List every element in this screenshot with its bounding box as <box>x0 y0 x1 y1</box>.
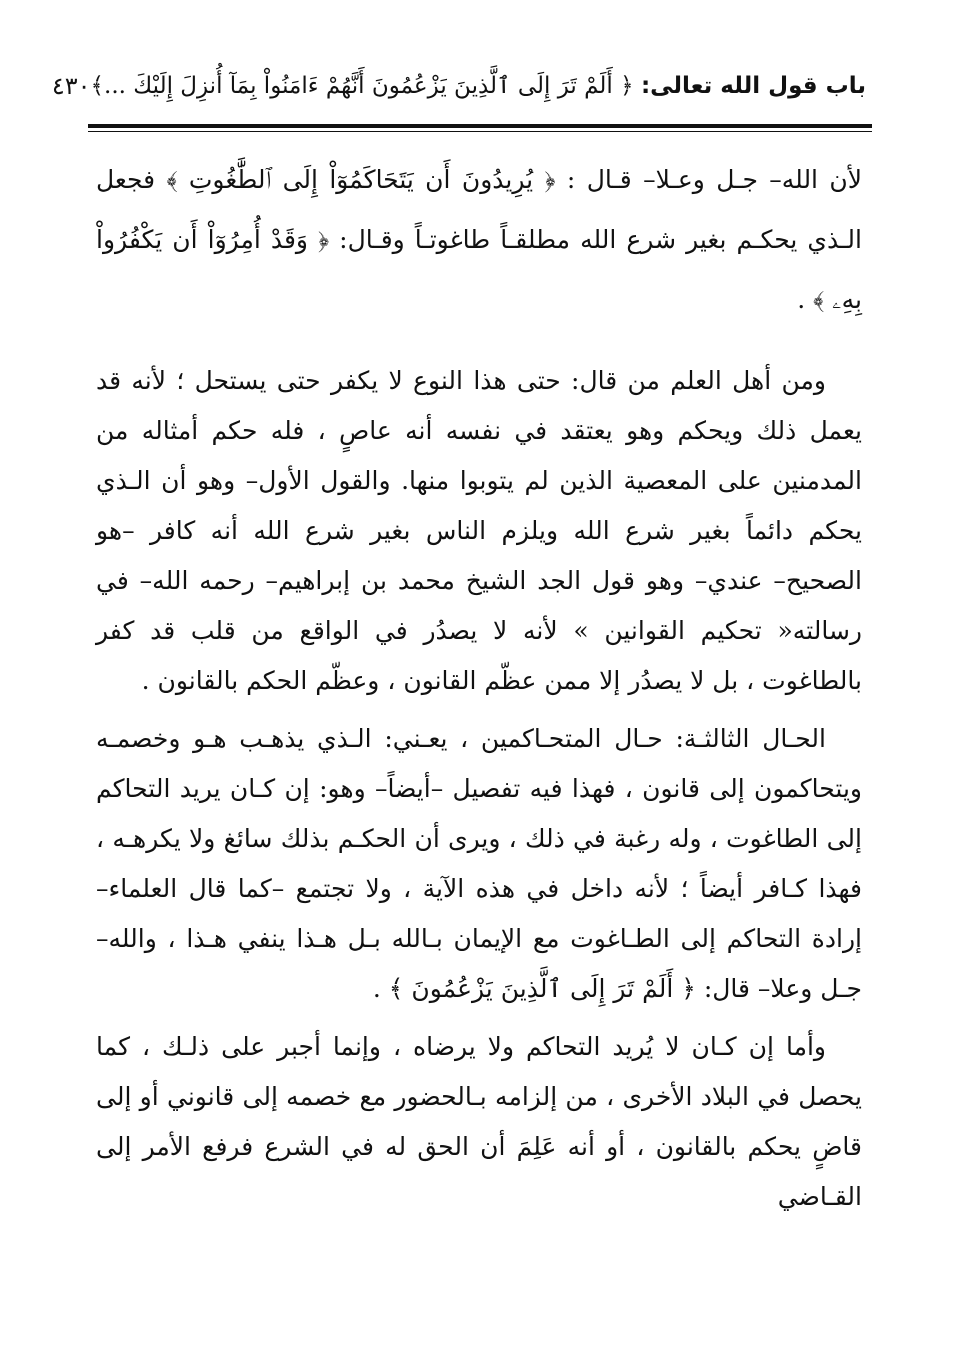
page-number: ٤٣٠ <box>51 72 91 100</box>
header-rule-thick <box>88 124 872 128</box>
chapter-label: باب قول الله تعالى: <box>640 73 866 99</box>
header-rule-thin <box>88 131 872 132</box>
running-header <box>51 58 866 114</box>
page-body <box>96 150 862 1222</box>
paragraph-3: الحـال الثالثـة: حـال المتحـاكمين ، يعـني: الـذي يذهـب هـو وخصمـه ويتحاكمون إلى قانون ، فهذا فيه تفصيل –أيضاً– وهو: إن كـان يريد التحاكم إلى الطاغوت ، وله رغبة في ذلك ، ويرى أن الحكـم بذلك سائغ ولا يكرهـه ، فهذا كـافر أيضاً ؛ لأنه داخل في هذه الآية ، ولا تجتمع –كما قال العلماء– إرادة التحاكم إلى الطـاغوت مع الإيمان بـالله بـل هـذا ينفي هـذا ، والله– جـل وعلا– قال: ﴿ أَلَمْ تَرَ إِلَى ٱلَّذِينَ يَزْعُمُونَ ﴾ . <box>96 724 862 1003</box>
paragraph-2: ومن أهل العلم من قال: حتى هذا النوع لا يكفر حتى يستحل ؛ لأنه قد يعمل ذلك ويحكم وهو يعتقد في نفسه أنه عاصٍ ، فله حكم أمثاله من المدمنين على المعصية الذين لم يتوبوا منها. والقول الأول– وهو أن الـذي يحكم دائماً بغير شرع الله ويلزم الناس بغير شرع الله أنه كافر –هو الصحيح– عندي– وهو قول الجد الشيخ محمد بن إبراهيم– رحمه الله– في رسالته« تحكيم القوانين » لأنه لا يصدُر في الواقع من قلب قد كفر بالطاغوت ، بل لا يصدُر إلا ممن عظّم القانون ، وعظّم الحكم بالقانون . <box>96 366 862 695</box>
header-title <box>91 66 866 106</box>
header-verse: ﴿ أَلَمْ تَرَ إِلَى ٱلَّذِينَ يَزْعُمُونَ أَنَّهُمْ ءَامَنُواْ بِمَآ أُنزِلَ إِلَيْكَ ...﴾ <box>90 73 634 99</box>
paragraph-1: لأن الله– جـل وعـلا– قـال : ﴿ يُرِيدُونَ أَن يَتَحَاكَمُوٓاْ إِلَى ٱلطَّٰغُوتِ ﴾ فجعل الـذي يحكـم بغير شرع الله مطلقـاً طاغوتـاً وقـال: ﴿ وَقَدْ أُمِرُوٓاْ أَن يَكْفُرُواْ بِهِۦ ﴾ . <box>96 165 862 314</box>
paragraph-4: وأما إن كـان لا يُريد التحاكم ولا يرضاه ، وإنما أجبر على ذلـك ، كما يحصل في البلاد الأخرى ، من إلزامه بـالحضور مع خصمه إلى قانوني أو إلى قاضٍ يحكم بالقانون ، أو أنه عَلِمَ أن الحق له في الشرع فرفع الأمر إلى القـاضي <box>96 1032 862 1211</box>
